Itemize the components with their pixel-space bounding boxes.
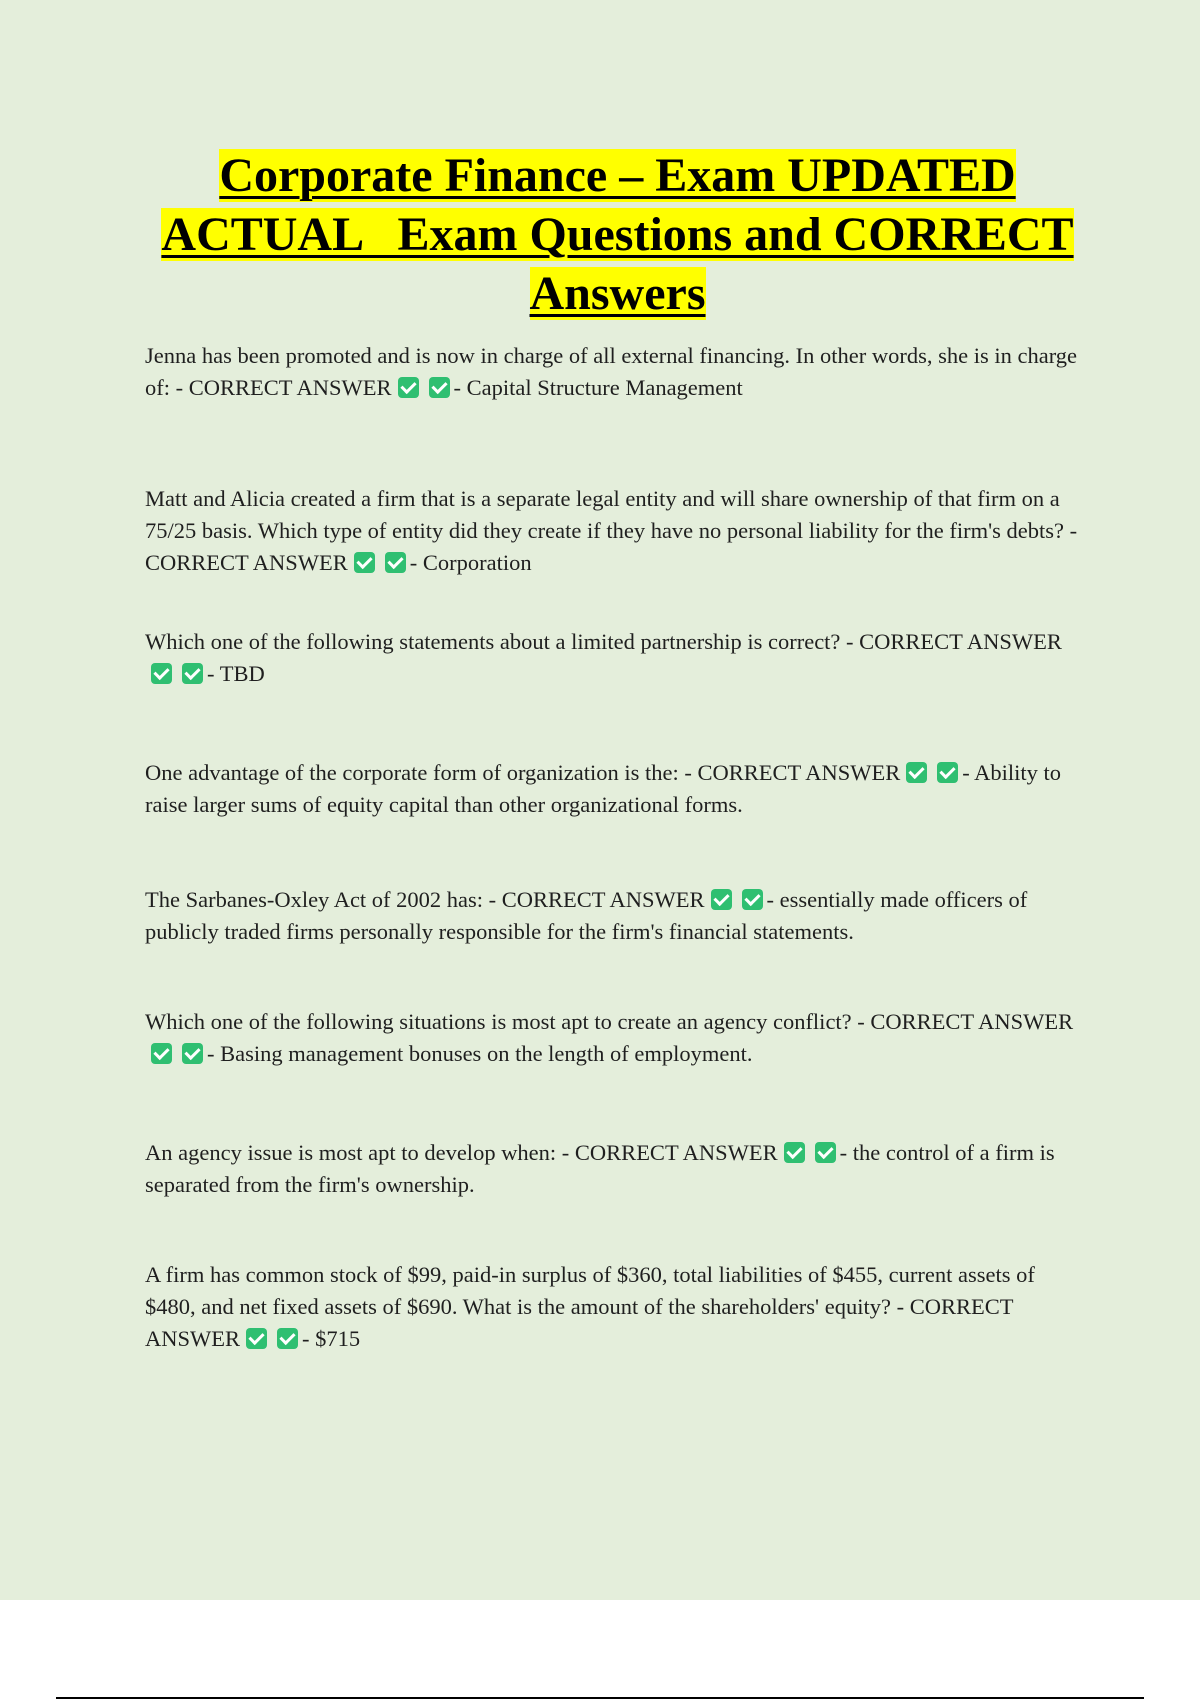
check-mark-button-icon: [246, 1328, 267, 1349]
check-mark-button-icon: [784, 1142, 805, 1163]
document-title: [130, 146, 1105, 323]
title-line: Corporate Finance – Exam UPDATED: [219, 149, 1016, 202]
qa-item: [145, 757, 1090, 821]
check-mark-button-icon: [151, 1043, 172, 1064]
qa-item: [145, 1006, 1090, 1070]
answer-text: - essentially made officers of publicly traded firms personally responsible for the firm's financial statements.: [145, 887, 1028, 944]
check-mark-button-icon: [815, 1142, 836, 1163]
correct-answer-label: CORRECT ANSWER: [859, 629, 1062, 654]
qa-item: [145, 626, 1090, 690]
qa-item: [145, 1259, 1090, 1355]
check-mark-button-icon: [429, 377, 450, 398]
check-mark-button-icon: [182, 1043, 203, 1064]
question-text: One advantage of the corporate form of organization is the: -: [145, 760, 692, 785]
correct-answer-label: CORRECT ANSWER: [697, 760, 901, 785]
check-mark-button-icon: [354, 552, 375, 573]
question-text: Which one of the following statements about a limited partnership is correct? -: [145, 629, 854, 654]
check-mark-button-icon: [182, 663, 203, 684]
correct-answer-label: CORRECT ANSWER: [145, 550, 348, 575]
question-text: Which one of the following situations is most apt to create an agency conflict? -: [145, 1009, 865, 1034]
correct-answer-label: CORRECT ANSWER: [188, 375, 392, 400]
question-text: A firm has common stock of $99, paid-in surplus of $360, total liabilities of $455, current assets of $480, and net fixed assets of $690. What is the amount of the shareholders' equity? -: [145, 1262, 1035, 1319]
question-text: An agency issue is most apt to develop when: -: [145, 1140, 570, 1165]
check-mark-button-icon: [711, 889, 732, 910]
answer-text: - TBD: [207, 661, 265, 686]
check-mark-button-icon: [277, 1328, 298, 1349]
check-mark-button-icon: [398, 377, 419, 398]
footer-rule: [56, 1697, 1144, 1699]
check-mark-button-icon: [151, 663, 172, 684]
question-text: The Sarbanes-Oxley Act of 2002 has: -: [145, 887, 497, 912]
qa-item: [145, 483, 1090, 579]
answer-text: - Capital Structure Management: [453, 375, 743, 400]
qa-item: [145, 340, 1090, 404]
qa-item: [145, 884, 1090, 948]
check-mark-button-icon: [385, 552, 406, 573]
answer-text: - the control of a firm is separated from the firm's ownership.: [145, 1140, 1055, 1197]
answer-text: - Basing management bonuses on the length of employment.: [207, 1041, 753, 1066]
correct-answer-label: CORRECT ANSWER: [870, 1009, 1074, 1034]
correct-answer-label: CORRECT ANSWER: [145, 1294, 1014, 1351]
check-mark-button-icon: [742, 889, 763, 910]
qa-item: [145, 1137, 1090, 1201]
answer-text: - Corporation: [409, 550, 532, 575]
title-line: ACTUAL Exam Questions and CORRECT: [161, 208, 1074, 261]
answer-text: - Ability to raise larger sums of equity capital than other organizational forms.: [145, 760, 1062, 817]
check-mark-button-icon: [937, 762, 958, 783]
correct-answer-label: CORRECT ANSWER: [501, 887, 705, 912]
title-line: Answers: [529, 267, 706, 320]
correct-answer-label: CORRECT ANSWER: [574, 1140, 778, 1165]
question-text: Jenna has been promoted and is now in charge of all external financing. In other words, she is in charge of: -: [145, 343, 1078, 400]
check-mark-button-icon: [906, 762, 927, 783]
question-text: Matt and Alicia created a firm that is a separate legal entity and will share ownership of that firm on a 75/25 basis. Which type of entity did they create if they have no personal liability for the firm's debts? -: [145, 486, 1078, 543]
answer-text: - $715: [302, 1326, 361, 1351]
